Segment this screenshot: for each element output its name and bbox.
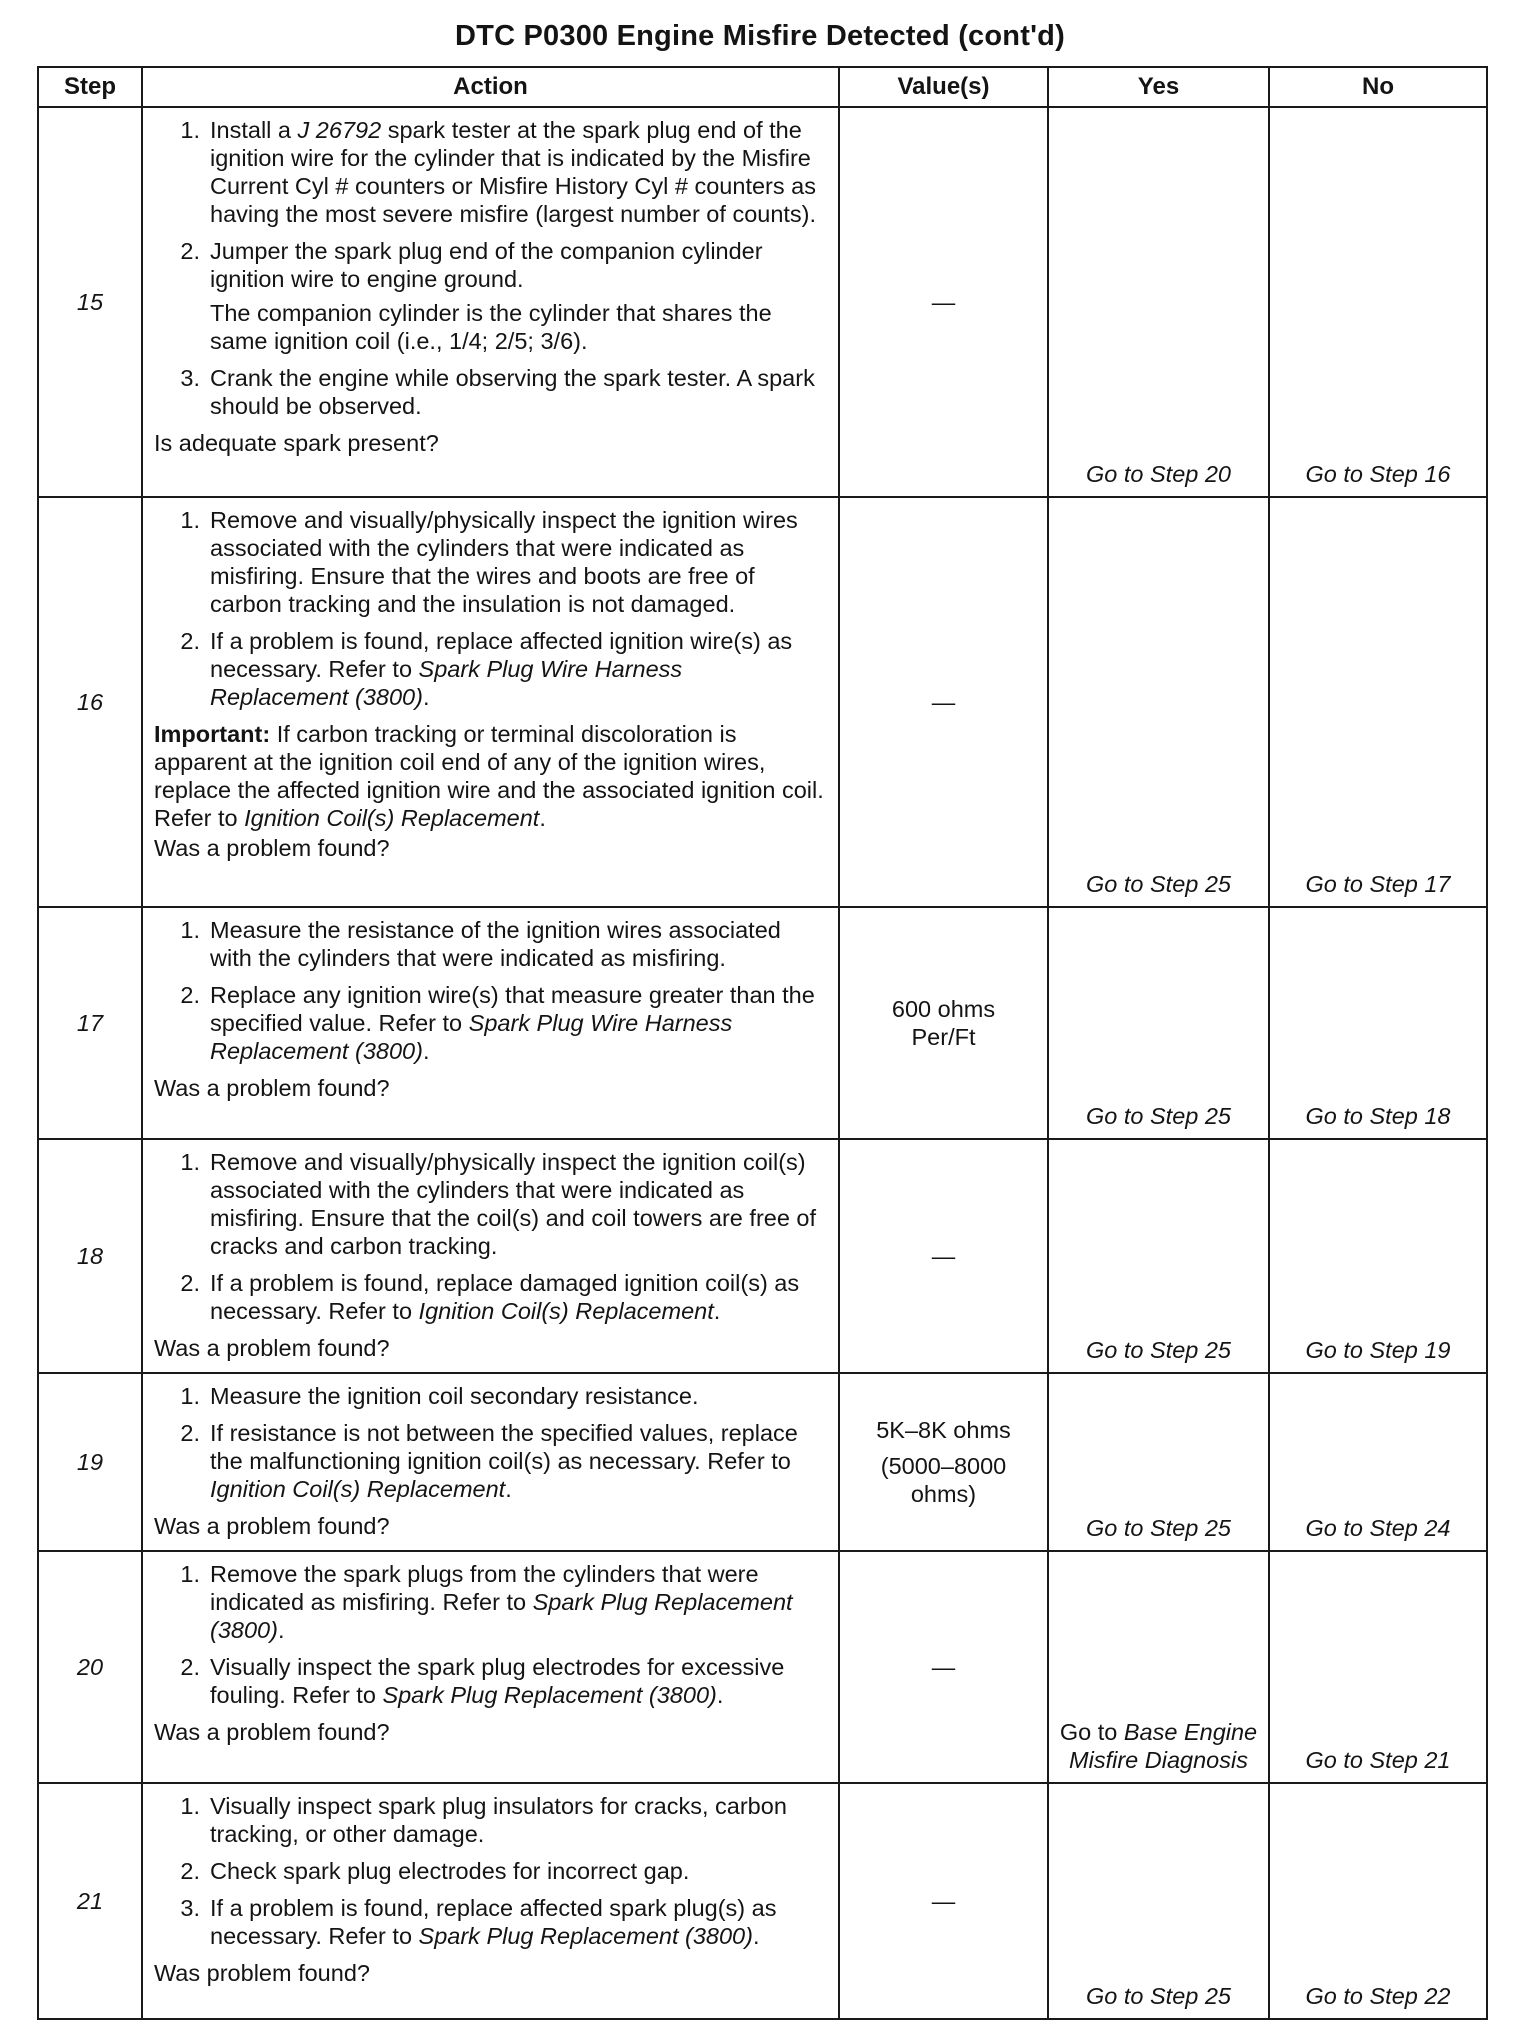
- table-row: [38, 1139, 1487, 1373]
- action-cell: [142, 497, 839, 907]
- yes-cell: Go to Step 25: [1048, 497, 1269, 907]
- substep: 1. Measure the ignition coil secondary resistance.: [180, 1383, 699, 1409]
- action-cell: [142, 1783, 839, 2019]
- header-values: Value(s): [839, 67, 1048, 107]
- value-cell: —: [839, 107, 1048, 497]
- table-row: [38, 907, 1487, 1139]
- value-cell: 5K–8K ohms (5000–8000 ohms): [839, 1373, 1048, 1551]
- no-cell: Go to Step 18: [1269, 907, 1487, 1139]
- step-question: Was a problem found?: [154, 835, 390, 861]
- substep: 1. Visually inspect spark plug insulators for cracks, carbon tracking, or other damage.: [180, 1793, 787, 1847]
- substep: 2. Check spark plug electrodes for incorrect gap.: [180, 1858, 690, 1884]
- table-row: [38, 1551, 1487, 1783]
- step-question: Was a problem found?: [154, 1719, 390, 1745]
- substep: 3. If a problem is found, replace affected spark plug(s) as necessary. Refer to Spark Plug Replacement (3800).: [180, 1895, 777, 1949]
- substep: 2. If a problem is found, replace affected ignition wire(s) as necessary. Refer to Spark Plug Wire Harness Replacement (3800).: [180, 628, 793, 710]
- step-question: Was a problem found?: [154, 1513, 390, 1539]
- important-note: Important: If carbon tracking or terminal discoloration is apparent at the ignition coil end of any of the ignition wires, replace the affected ignition wire and the associated ignition coil. Refer to Ignition Coil(s) Replacement.: [154, 721, 824, 831]
- step-question: Is adequate spark present?: [154, 430, 439, 456]
- step-question: Was problem found?: [154, 1960, 370, 1986]
- yes-cell: Go to Base Engine Misfire Diagnosis: [1048, 1551, 1269, 1783]
- action-cell: [142, 107, 839, 497]
- substep: 2. If a problem is found, replace damaged ignition coil(s) as necessary. Refer to Ignition Coil(s) Replacement.: [180, 1270, 800, 1324]
- header-step: Step: [38, 67, 142, 107]
- substep: 1. Measure the resistance of the ignition wires associated with the cylinders that were indicated as misfiring.: [180, 917, 781, 971]
- value-cell: —: [839, 1139, 1048, 1373]
- substep: 1. Install a J 26792 spark tester at the spark plug end of the ignition wire for the cylinder that is indicated by the Misfire Current Cyl # counters or Misfire History Cyl # counters as having the most severe misfire (largest number of counts).: [180, 117, 817, 227]
- step-number: 20: [38, 1551, 142, 1783]
- step-number: 17: [38, 907, 142, 1139]
- step-number: 15: [38, 107, 142, 497]
- substep: 2. Visually inspect the spark plug electrodes for excessive fouling. Refer to Spark Plug Replacement (3800).: [180, 1654, 785, 1708]
- substep: 3. Crank the engine while observing the spark tester. A spark should be observed.: [180, 365, 815, 419]
- table-row: [38, 1783, 1487, 2019]
- substep: 1. Remove the spark plugs from the cylinders that were indicated as misfiring. Refer to Spark Plug Replacement (3800).: [180, 1561, 793, 1643]
- action-cell: [142, 1551, 839, 1783]
- substep: 2. If resistance is not between the specified values, replace the malfunctioning ignition coil(s) as necessary. Refer to Ignition Coil(s) Replacement.: [180, 1420, 798, 1502]
- yes-cell: Go to Step 25: [1048, 907, 1269, 1139]
- step-number: 16: [38, 497, 142, 907]
- no-cell: Go to Step 21: [1269, 1551, 1487, 1783]
- step-number: 21: [38, 1783, 142, 2019]
- page-title: DTC P0300 Engine Misfire Detected (cont'd): [455, 20, 1065, 52]
- step-question: Was a problem found?: [154, 1075, 390, 1101]
- no-cell: Go to Step 22: [1269, 1783, 1487, 2019]
- action-cell: [142, 1373, 839, 1551]
- header-row: [38, 67, 1487, 107]
- diagnostic-table: [37, 66, 1488, 2020]
- header-no: No: [1269, 67, 1487, 107]
- substep: 1. Remove and visually/physically inspect the ignition wires associated with the cylinders that were indicated as misfiring. Ensure that the wires and boots are free of carbon tracking and the insulation is not damaged.: [180, 507, 798, 617]
- no-cell: Go to Step 17: [1269, 497, 1487, 907]
- action-cell: [142, 1139, 839, 1373]
- yes-cell: Go to Step 20: [1048, 107, 1269, 497]
- step-number: 19: [38, 1373, 142, 1551]
- action-cell: [142, 907, 839, 1139]
- substep: 2. Replace any ignition wire(s) that measure greater than the specified value. Refer to Spark Plug Wire Harness Replacement (3800).: [180, 982, 815, 1064]
- step-number: 18: [38, 1139, 142, 1373]
- substep: 2. Jumper the spark plug end of the companion cylinder ignition wire to engine ground.: [180, 238, 763, 292]
- yes-cell: Go to Step 25: [1048, 1373, 1269, 1551]
- value-cell: 600 ohms Per/Ft: [839, 907, 1048, 1139]
- header-yes: Yes: [1048, 67, 1269, 107]
- no-cell: Go to Step 19: [1269, 1139, 1487, 1373]
- substep-note: The companion cylinder is the cylinder that shares the same ignition coil (i.e., 1/4; 2/5; 3/6).: [210, 300, 772, 354]
- value-cell: —: [839, 497, 1048, 907]
- substep: 1. Remove and visually/physically inspect the ignition coil(s) associated with the cylinders that were indicated as misfiring. Ensure that the coil(s) and coil towers are free of cracks and carbon tracking.: [180, 1149, 817, 1259]
- header-action: Action: [142, 67, 839, 107]
- table-row: [38, 497, 1487, 907]
- yes-cell: Go to Step 25: [1048, 1139, 1269, 1373]
- table-row: [38, 107, 1487, 497]
- value-cell: —: [839, 1551, 1048, 1783]
- value-cell: —: [839, 1783, 1048, 2019]
- step-question: Was a problem found?: [154, 1335, 390, 1361]
- no-cell: Go to Step 24: [1269, 1373, 1487, 1551]
- yes-cell: Go to Step 25: [1048, 1783, 1269, 2019]
- no-cell: Go to Step 16: [1269, 107, 1487, 497]
- table-row: [38, 1373, 1487, 1551]
